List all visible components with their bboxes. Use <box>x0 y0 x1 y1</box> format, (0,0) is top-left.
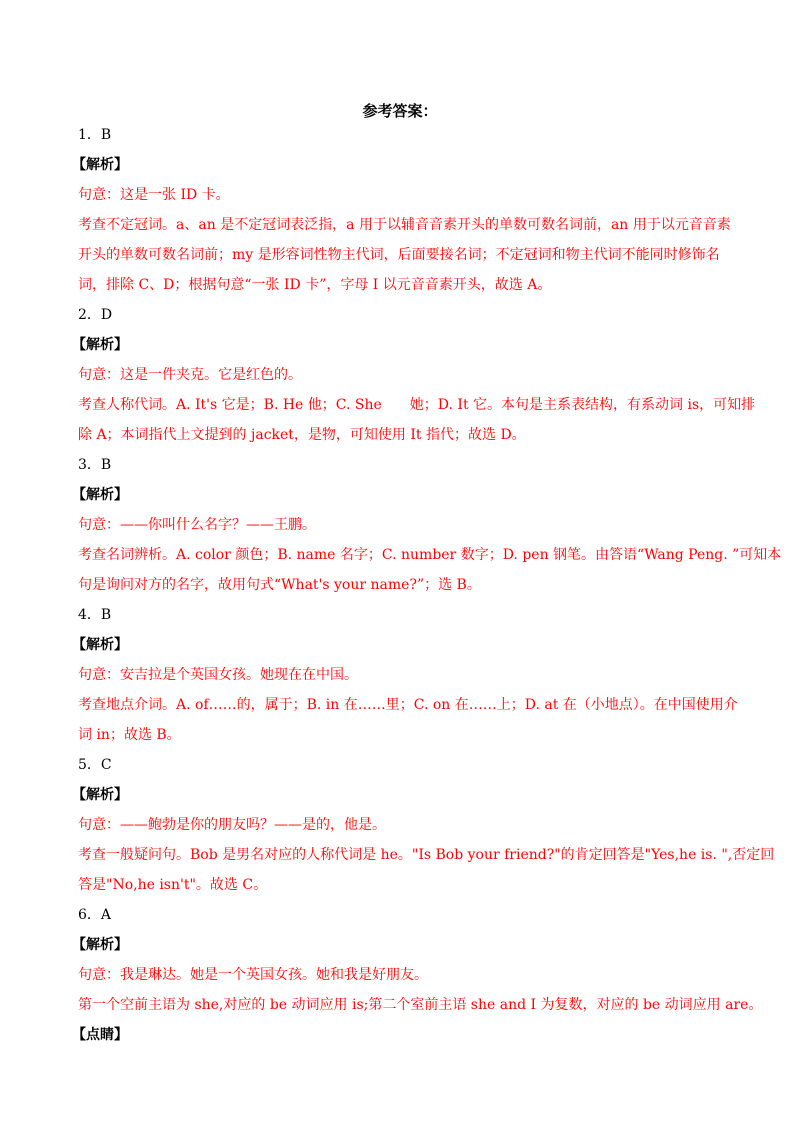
analysis-line: 考查不定冠词。a、an 是不定冠词表泛指，a 用于以辅音音素开头的单数可数名词前，an 用于以元音音素 <box>78 217 731 233</box>
analysis-label: 【解析】 <box>72 637 128 653</box>
analysis-line: 考查名词辨析。A. color 颜色；B. name 名字；C. number 数字；D. pen 钢笔。由答语“Wang Peng. ”可知本 <box>78 547 782 563</box>
analysis-line: 词，排除 C、D；根据句意“一张 ID 卡”，字母 I 以元音音素开头，故选 A。 <box>78 277 552 293</box>
analysis-line: 考查人称代词。A. It's 它是；B. He 他；C. She 她；D. It 它。本句是主系表结构，有系动词 is，可知排 <box>78 397 756 413</box>
analysis-line: 句意：安吉拉是个英国女孩。她现在在中国。 <box>78 667 358 683</box>
analysis-line: 句意：这是一张 ID 卡。 <box>78 187 230 203</box>
analysis-label: 【解析】 <box>72 157 128 173</box>
analysis-line: 句意：这是一件夹克。它是红色的。 <box>78 367 302 383</box>
question-number: 5．C <box>78 757 112 773</box>
analysis-label: 【解析】 <box>72 937 128 953</box>
analysis-line: 开头的单数可数名词前；my 是形容词性物主代词，后面要接名词；不定冠词和物主代词不能同时修饰名 <box>78 247 720 263</box>
analysis-line: 除 A；本词指代上文提到的 jacket，是物，可知使用 It 指代；故选 D。 <box>78 427 526 443</box>
analysis-line: 第一个空前主语为 she,对应的 be 动词应用 is;第二个室前主语 she and I 为复数，对应的 be 动词应用 are。 <box>78 997 763 1013</box>
analysis-label: 【解析】 <box>72 787 128 803</box>
question-number: 2．D <box>78 307 113 323</box>
analysis-label: 【解析】 <box>72 487 128 503</box>
analysis-line: 词 in；故选 B。 <box>78 727 181 743</box>
answer-content <box>72 120 782 1050</box>
page-title: 参考答案： <box>362 102 438 120</box>
question-number: 4．B <box>78 607 112 623</box>
question-number: 1．B <box>78 127 112 143</box>
analysis-line: 答是"No,he isn't"。故选 C。 <box>78 877 268 893</box>
question-number: 6．A <box>78 907 112 923</box>
question-number: 3．B <box>78 457 112 473</box>
analysis-line: 句是询问对方的名字，故用句式“What's your name?”；选 B。 <box>78 577 481 593</box>
analysis-label: 【解析】 <box>72 337 128 353</box>
analysis-line: 句意：——鲍勃是你的朋友吗？——是的，他是。 <box>78 817 386 833</box>
analysis-line: 考查地点介词。A. of……的，属于；B. in 在……里；C. on 在……上；D. at 在（小地点）。在中国使用介 <box>78 697 738 713</box>
analysis-line: 句意：——你叫什么名字？——王鹏。 <box>78 517 316 533</box>
key-point-label: 【点睛】 <box>72 1027 128 1043</box>
analysis-line: 句意：我是琳达。她是一个英国女孩。她和我是好朋友。 <box>78 967 428 983</box>
analysis-line: 考查一般疑问句。Bob 是男名对应的人称代词是 he。"Is Bob your friend?"的肯定回答是"Yes,he is. ",否定回 <box>78 847 775 863</box>
